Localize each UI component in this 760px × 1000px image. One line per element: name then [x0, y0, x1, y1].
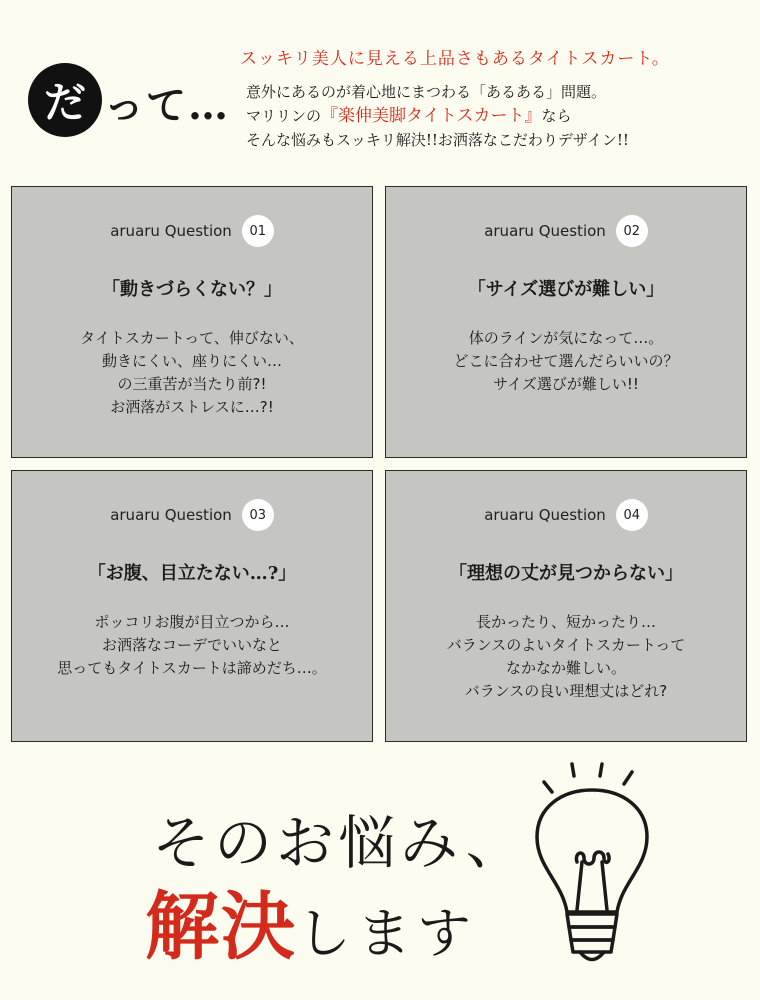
question-title: 「動きづらくない？」	[102, 279, 282, 300]
question-label-text: aruaru Question	[110, 506, 232, 524]
body-line: 長かったり、短かったり…	[475, 613, 656, 631]
question-body	[12, 611, 372, 680]
body-line: どこに合わせて選んだらいいの？	[453, 352, 679, 370]
question-label-text: aruaru Question	[484, 506, 606, 524]
question-number-badge: 03	[242, 499, 274, 531]
product-name: 『楽伸美脚タイトスカート』	[321, 106, 542, 126]
question-card-03	[11, 470, 373, 742]
question-label	[386, 215, 746, 247]
da-badge: だ	[28, 63, 102, 137]
body-line: 思ってもタイトスカートは諦めだち…。	[57, 659, 327, 677]
body-line: サイズ選びが難しい!!	[493, 375, 639, 393]
intro-line-2-post: なら	[541, 107, 572, 125]
question-title: 「サイズ選びが難しい」	[467, 279, 665, 300]
question-label	[386, 499, 746, 531]
lightbulb-icon	[522, 762, 672, 972]
tagline: スッキリ美人に見える上品さもあるタイトスカート。	[240, 49, 670, 69]
body-line: お洒落がストレスに…?!	[110, 398, 274, 416]
question-card-01	[11, 186, 373, 458]
intro-text	[246, 80, 746, 152]
cta-solve-text: 解決	[145, 884, 297, 970]
question-card-04	[385, 470, 747, 742]
body-line: バランスの良い理想丈はどれ?	[464, 682, 668, 700]
question-title: 「理想の丈が見つからない」	[449, 563, 683, 584]
intro-line-2-pre: マリリンの	[246, 107, 322, 125]
cta-line-2	[145, 868, 477, 974]
question-label	[12, 215, 372, 247]
question-title: 「お腹、目立たない…?」	[87, 563, 297, 584]
question-label-text: aruaru Question	[484, 222, 606, 240]
body-line: バランスのよいタイトスカートって	[446, 636, 686, 654]
body-line: なかなか難しい。	[505, 659, 626, 677]
header-title: って…	[104, 82, 230, 129]
body-line: タイトスカートって、伸びない、	[80, 329, 304, 347]
cta-suffix-text: します	[297, 902, 477, 965]
question-body	[386, 327, 746, 396]
intro-line-3: そんな悩みもスッキリ解決!!お洒落なこだわりデザイン!!	[246, 131, 629, 149]
question-number-badge: 01	[242, 215, 274, 247]
body-line: の三重苦が当たり前?!	[117, 375, 267, 393]
intro-line-1: 意外にあるのが着心地にまつわる「あるある」問題。	[246, 83, 607, 101]
header	[0, 0, 760, 170]
body-line: お洒落なコーデでいいなと	[101, 636, 282, 654]
question-body	[386, 611, 746, 703]
question-number-badge: 02	[616, 215, 648, 247]
body-line: ポッコリお腹が目立つから…	[94, 613, 290, 631]
body-line: 体のラインが気になって…。	[468, 329, 664, 347]
question-body	[12, 327, 372, 419]
cta-line-1: そのお悩み、	[152, 809, 528, 877]
question-label	[12, 499, 372, 531]
question-card-02	[385, 186, 747, 458]
body-line: 動きにくい、座りにくい…	[101, 352, 282, 370]
question-label-text: aruaru Question	[110, 222, 232, 240]
intro-line-2	[246, 104, 746, 128]
question-number-badge: 04	[616, 499, 648, 531]
